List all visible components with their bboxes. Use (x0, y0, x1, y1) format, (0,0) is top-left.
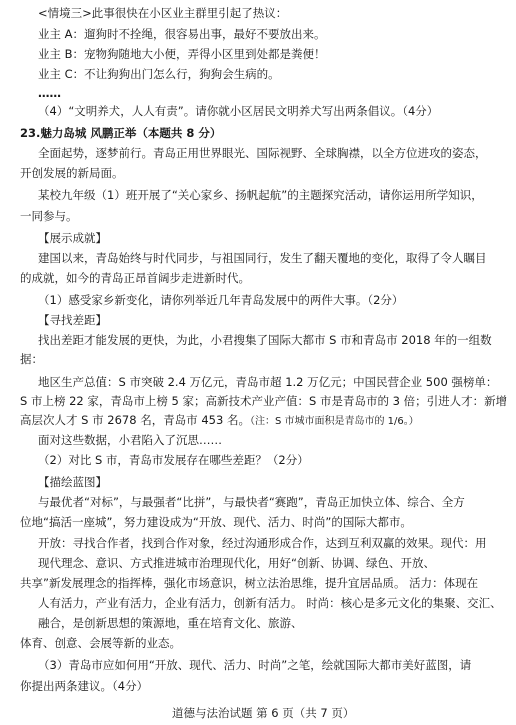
section-gap: 【寻找差距】 (38, 313, 107, 327)
sub-question-2: （2）对比 S 市，青岛市发展存在哪些差距？（2分） (38, 453, 309, 467)
section-blueprint: 【描绘蓝图】 (38, 475, 107, 489)
sub-question-1: （1）感受家乡新变化，请你列举近几年青岛发展中的两件大事。（2分） (38, 293, 404, 307)
data-note: （注：S 市城市面积是青岛市的 1/6。） (249, 416, 419, 427)
activity-line-2: 一同参与。 (20, 209, 78, 223)
data-line-3 (20, 415, 419, 427)
blueprint-line-2: 位地“搞活一座城”，努力建设成为“开放、现代、活力、时尚”的国际大都市。 (20, 515, 412, 529)
blueprint-line-8: 体育、创意、会展等新的业态。 (20, 636, 181, 650)
owner-c-line: 业主 C：不让狗狗出门怎么行，狗狗会生病的。 (38, 67, 280, 81)
scenario-three-line: <情境三>此事很快在小区业主群里引起了热议： (38, 6, 288, 20)
sub-question-3: （3）青岛市应如何用“开放、现代、活力、时尚”之笔，绘就国际大都市美好蓝图，请 (38, 658, 472, 672)
data-line-1: 地区生产总值：S 市突破 2.4 万亿元，青岛市超 1.2 万亿元；中国民营企业 500 强榜单： (38, 375, 498, 389)
gap-line-2: 据： (20, 352, 43, 366)
reflection-line: 面对这些数据，小君陷入了沉思…… (38, 433, 222, 447)
blueprint-line-1: 与最优者“对标”，与最强者“比拼”，与最快者“赛跑”，青岛正加快立体、综合、全方 (38, 495, 465, 509)
owner-b-line: 业主 B：宠物狗随地大小便，弄得小区里到处都是粪便！ (38, 47, 326, 61)
blueprint-line-6: 人有活力，产业有活力，企业有活力，创新有活力。 时尚：核心是多元文化的集聚、交汇、 (38, 596, 502, 610)
data-line-2: S 市上榜 22 家，青岛市上榜 5 家；高新技术产业产值：S 市是青岛市的 3 倍；引进人才：新增 (20, 394, 508, 408)
achievements-line-2: 的成就，如今的青岛正昂首阔步走进新时代。 (20, 271, 250, 285)
gap-line-1: 找出差距才能发展的更快，为此，小君搜集了国际大都市 S 市和青岛市 2018 年的一组数 (38, 333, 492, 347)
owner-a-line: 业主 A：遛狗时不拴绳，很容易出事，最好不要放出来。 (38, 27, 326, 41)
blueprint-line-4: 现代理念、意识、方式推进城市治理现代化，用好“创新、协调、绿色、开放、 (38, 556, 435, 570)
section-achievements: 【展示成就】 (38, 231, 107, 245)
blueprint-line-7: 融合，是创新思想的策源地，重在培育文化、旅游、 (38, 616, 303, 630)
activity-line-1: 某校九年级（1）班开展了“关心家乡、扬帆起航”的主题探究活动，请你运用所学知识， (38, 188, 483, 202)
question-4-line: （4）“文明养犬，人人有责”。请你就小区居民文明养犬写出两条倡议。（4分） (38, 104, 439, 118)
ellipsis-line: …… (38, 86, 61, 100)
page-footer: 道德与法治试题 第 6 页（共 7 页） (172, 706, 355, 720)
blueprint-line-3: 开放：寻找合作者，找到合作对象，经过沟通形成合作，达到互利双赢的效果。现代：用 (38, 536, 487, 550)
data-line-3-main: 高层次人才 S 市 2678 名，青岛市 453 名。 (20, 413, 250, 427)
achievements-line-1: 建国以来，青岛始终与时代同步，与祖国同行，发生了翻天覆地的变化，取得了令人瞩目 (38, 251, 487, 265)
blueprint-line-5: 共享”新发展理念的指挥棒，强化市场意识，树立法治思维，提升宜居品质。 活力：体现在 (20, 576, 479, 590)
question-23-title: 23.魅力岛城 风鹏正举（本题共 8 分） (20, 126, 222, 140)
sub-question-3-cont: 你提出两条建议。（4分） (20, 679, 149, 693)
intro-line-1: 全面起势，逐梦前行。青岛正用世界眼光、国际视野、全球胸襟，以全方位进攻的姿态， (38, 146, 487, 160)
intro-line-2: 开创发展的新局面。 (20, 166, 124, 180)
